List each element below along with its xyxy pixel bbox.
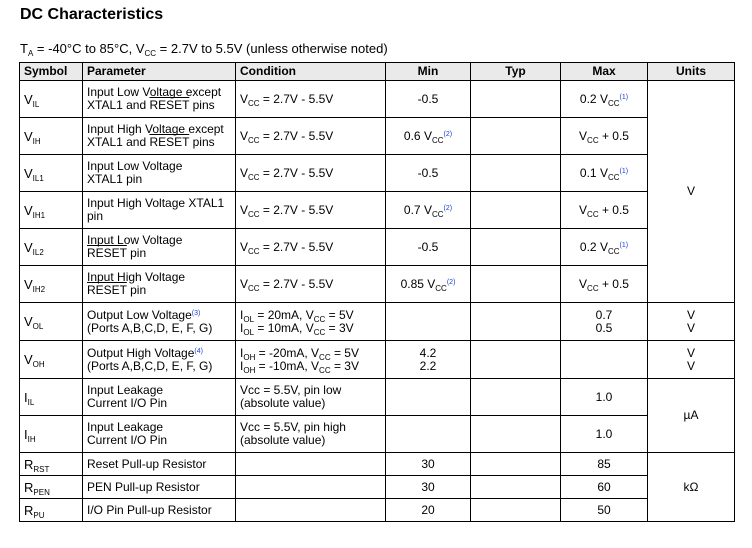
subscript: CC [248, 246, 260, 256]
cell-typ [471, 453, 561, 476]
cell-units: V [648, 81, 735, 303]
subscript: IL [32, 99, 40, 109]
cell-parameter [83, 266, 236, 303]
cell-line: 60 [597, 479, 611, 494]
note-ref: (1) [619, 93, 629, 101]
subscript: CC [248, 209, 260, 219]
table-row [20, 192, 735, 229]
table-row [20, 416, 735, 453]
header-condition: Condition [236, 63, 386, 81]
cell-line: 0.7 [595, 307, 613, 322]
cell-line: RESET pin [87, 246, 147, 260]
cell-line: 0.7 $V_{CC}^{(2)}$ [403, 202, 453, 219]
cell-symbol: $R_{PU}$ [20, 499, 83, 522]
table-row [20, 499, 735, 522]
cell-line: 0.1 $V_{CC}^{(1)}$ [579, 165, 629, 182]
cell-parameter [83, 341, 236, 379]
subscript: PEN [33, 487, 50, 497]
cell-line: Input Leakage [87, 420, 164, 434]
subscript: CC [248, 98, 260, 108]
cell-line: 0.85 $V_{CC}^{(2)}$ [400, 276, 456, 293]
cell-typ [471, 266, 561, 303]
cell-max [561, 341, 648, 379]
cell-max [561, 192, 648, 229]
cell-min [386, 379, 471, 416]
subscript: CC [431, 135, 444, 145]
cell-symbol: $V_{OL}$ [20, 303, 83, 341]
cell-line: $I_{OL} = 10mA$, $V_{CC} = 3V$ [240, 320, 354, 337]
cell-line: 0.5 [595, 320, 613, 335]
cell-condition [236, 341, 386, 379]
cell-line: RESET pin [87, 283, 147, 297]
subscript: OH [243, 365, 256, 375]
cell-typ [471, 229, 561, 266]
cell-min [386, 229, 471, 266]
subscript: CC [248, 283, 260, 293]
cell-typ [471, 379, 561, 416]
subscript: CC [607, 98, 620, 108]
cell-line: Input High Voltage XTAL1 [87, 196, 225, 210]
subscript: CC [319, 365, 331, 375]
cell-typ [471, 192, 561, 229]
table-row [20, 379, 735, 416]
cell-line: 20 [421, 502, 435, 517]
cell-line: Input High Voltage [87, 270, 186, 284]
subscript: CC [248, 172, 260, 182]
table-row [20, 229, 735, 266]
cell-line: (absolute value) [240, 433, 326, 447]
table-row [20, 266, 735, 303]
table-row [20, 118, 735, 155]
cell-parameter [83, 229, 236, 266]
subscript: CC [431, 209, 444, 219]
cell-parameter [83, 155, 236, 192]
table-row [20, 453, 735, 476]
cell-parameter [83, 303, 236, 341]
cell-line: 85 [597, 456, 611, 471]
cell-parameter [83, 192, 236, 229]
cell-line: 30 [421, 479, 435, 494]
cell-line: $I_{OH} = -20mA$, $V_{CC} = 5V$ [240, 345, 359, 362]
cell-symbol: $V_{IL2}$ [20, 229, 83, 266]
cell-line: (Ports A,B,C,D, E, F, G) [87, 358, 213, 373]
cell-min [386, 499, 471, 522]
cell-units [648, 341, 735, 379]
table-row [20, 476, 735, 499]
cell-max [561, 81, 648, 118]
cell-parameter [83, 118, 236, 155]
cell-condition [236, 453, 386, 476]
cell-min [386, 155, 471, 192]
cell-parameter [83, 416, 236, 453]
cell-min [386, 476, 471, 499]
cell-line: (Ports A,B,C,D, E, F, G) [87, 320, 213, 335]
cell-condition [236, 266, 386, 303]
cell-max [561, 118, 648, 155]
cell-parameter [83, 379, 236, 416]
cell-units: µA [648, 379, 735, 453]
cell-condition [236, 155, 386, 192]
cell-parameter [83, 453, 236, 476]
header-min: Min [386, 63, 471, 81]
cell-line: 0.2 $V_{CC}^{(1)}$ [579, 91, 629, 108]
cell-min [386, 81, 471, 118]
subscript: CC [313, 314, 326, 324]
cell-line: Input Leakage [87, 383, 164, 397]
cell-line: V [686, 345, 695, 360]
cell-line: $V_{CC} = 2.7V - 5.5V$ [240, 165, 334, 182]
cell-parameter [83, 81, 236, 118]
cell-line: $V_{CC} + 0.5$ [579, 128, 629, 145]
cell-line: 0.2 $V_{CC}^{(1)}$ [579, 239, 629, 256]
overline-text: RESET [87, 246, 127, 260]
cell-line: Output High Voltage$^{(4)}$ [87, 345, 203, 360]
cell-min [386, 416, 471, 453]
cell-line: V [686, 358, 695, 373]
cell-line: Current I/O Pin [87, 396, 168, 410]
cell-line: XTAL1 and RESET pins [87, 98, 215, 112]
header-parameter: Parameter [83, 63, 236, 81]
note-ref: (1) [619, 167, 629, 175]
cell-max [561, 379, 648, 416]
cell-line: $V_{CC} + 0.5$ [579, 202, 629, 219]
cell-max [561, 499, 648, 522]
cell-line: $V_{CC} = 2.7V - 5.5V$ [240, 128, 334, 145]
cell-line: Input Low Voltage except [87, 85, 222, 99]
cell-line: -0.5 [417, 165, 439, 180]
cell-line: $V_{CC} = 2.7V - 5.5V$ [240, 202, 334, 219]
cell-line: $V_{CC} = 2.7V - 5.5V$ [240, 276, 334, 293]
cell-max [561, 303, 648, 341]
table-header [20, 63, 735, 81]
note-ref: (2) [446, 278, 456, 286]
cell-line: 1.0 [595, 389, 613, 404]
table-row [20, 81, 735, 118]
overline-text: RESET [149, 98, 190, 112]
cell-line: 30 [421, 456, 435, 471]
overline-text: RESET [87, 283, 127, 297]
header-symbol: Symbol [20, 63, 83, 81]
header-typ: Typ [471, 63, 561, 81]
cell-line: 50 [597, 502, 611, 517]
cell-condition [236, 118, 386, 155]
subscript: IH1 [32, 210, 46, 220]
cell-line: Input Low Voltage [87, 233, 183, 247]
cell-symbol: $I_{IL}$ [20, 379, 83, 416]
note-ref: (4) [194, 347, 203, 355]
subscript: CC [248, 135, 260, 145]
cell-condition [236, 499, 386, 522]
table-row [20, 303, 735, 341]
note-ref: (3) [191, 309, 201, 317]
subscript: CC [587, 283, 599, 293]
cell-typ [471, 81, 561, 118]
test-conditions: $T_A = -40^\circ C$ to 85°C, $V_{CC} = 2.7V$ to 5.5V (unless otherwise noted) [20, 41, 388, 58]
cell-line: -0.5 [417, 239, 439, 254]
cell-max [561, 266, 648, 303]
cell-line: I/O Pin Pull-up Resistor [87, 502, 212, 517]
subscript: CC [435, 283, 447, 293]
subscript: CC [607, 172, 620, 182]
cell-line: V [686, 307, 695, 322]
cell-line: 4.2 [419, 345, 437, 360]
header-units: Units [648, 63, 735, 81]
cell-line: Input Low Voltage [87, 159, 183, 173]
cell-line: Vcc = 5.5V, pin high [240, 420, 346, 434]
cell-line: $V_{CC} + 0.5$ [579, 276, 629, 293]
header-row [20, 63, 735, 81]
subscript: PU [33, 510, 45, 520]
cell-line: PEN Pull-up Resistor [87, 479, 200, 494]
cell-max [561, 453, 648, 476]
cell-line: 0.6 $V_{CC}^{(2)}$ [403, 128, 453, 145]
cell-min [386, 266, 471, 303]
cell-line: $I_{OL} = 20mA$, $V_{CC} = 5V$ [240, 307, 354, 324]
cell-condition [236, 379, 386, 416]
dc-characteristics-table [19, 62, 735, 522]
cell-typ [471, 155, 561, 192]
subscript: CC [587, 135, 599, 145]
subscript: IL2 [32, 247, 44, 257]
cell-min [386, 118, 471, 155]
subscript: IH [32, 136, 41, 146]
table-row [20, 155, 735, 192]
cell-condition [236, 476, 386, 499]
cell-min [386, 341, 471, 379]
subscript: CC [313, 327, 326, 337]
cell-condition [236, 229, 386, 266]
cell-line: Reset Pull-up Resistor [87, 456, 207, 471]
cell-line: XTAL1 pin [87, 172, 143, 186]
cell-symbol: $V_{IL1}$ [20, 155, 83, 192]
cell-symbol: $R_{PEN}$ [20, 476, 83, 499]
cell-line: XTAL1 and RESET pins [87, 135, 215, 149]
subscript: IH [27, 434, 36, 444]
cell-line: pin [87, 209, 104, 223]
table-body [20, 81, 735, 522]
page-title: DC Characteristics [20, 6, 164, 23]
cell-line: -0.5 [417, 91, 439, 106]
cell-parameter [83, 476, 236, 499]
cell-condition [236, 416, 386, 453]
cell-line: 2.2 [419, 358, 437, 373]
cell-typ [471, 341, 561, 379]
cell-line: (absolute value) [240, 396, 326, 410]
cell-line: Output Low Voltage$^{(3)}$ [87, 307, 201, 322]
subscript: OL [243, 327, 255, 337]
note-ref: (1) [619, 241, 629, 249]
cell-line: Vcc = 5.5V, pin low [240, 383, 342, 397]
cell-typ [471, 118, 561, 155]
cell-typ [471, 416, 561, 453]
cell-symbol: $R_{RST}$ [20, 453, 83, 476]
cell-typ [471, 476, 561, 499]
subscript: OH [243, 352, 256, 362]
cell-line: V [686, 320, 695, 335]
cell-condition [236, 81, 386, 118]
subscript: IL [27, 397, 35, 407]
note-ref: (2) [443, 130, 453, 138]
cell-units [648, 303, 735, 341]
cell-parameter [83, 499, 236, 522]
overline-text: RESET [149, 135, 190, 149]
cell-symbol: $V_{IH2}$ [20, 266, 83, 303]
cell-symbol: $V_{OH}$ [20, 341, 83, 379]
note-ref: (2) [443, 204, 453, 212]
cell-min [386, 453, 471, 476]
cell-symbol: $V_{IL}$ [20, 81, 83, 118]
cell-line: $V_{CC} = 2.7V - 5.5V$ [240, 239, 334, 256]
subscript: OH [32, 360, 45, 369]
cell-condition [236, 192, 386, 229]
cell-symbol: $V_{IH}$ [20, 118, 83, 155]
cell-line: Current I/O Pin [87, 433, 168, 447]
subscript: CC [607, 246, 620, 256]
cell-line: $I_{OH} = -10mA$, $V_{CC} = 3V$ [240, 358, 359, 375]
cell-line: $V_{CC} = 2.7V - 5.5V$ [240, 91, 334, 108]
cell-max [561, 229, 648, 266]
cell-symbol: $V_{IH1}$ [20, 192, 83, 229]
cell-symbol: $I_{IH}$ [20, 416, 83, 453]
subscript: RST [33, 464, 50, 474]
subscript: CC [587, 209, 599, 219]
subscript: IL1 [32, 173, 44, 183]
cell-min [386, 192, 471, 229]
cell-max [561, 476, 648, 499]
cell-condition [236, 303, 386, 341]
cell-units: kΩ [648, 453, 735, 522]
subscript: OL [243, 314, 255, 324]
cell-typ [471, 499, 561, 522]
header-max: Max [561, 63, 648, 81]
cell-line: Input High Voltage except [87, 122, 224, 136]
cell-min [386, 303, 471, 341]
cell-max [561, 155, 648, 192]
subscript: IH2 [32, 284, 46, 294]
table-row [20, 341, 735, 379]
subscript: OL [32, 322, 44, 331]
cell-line: 1.0 [595, 426, 613, 441]
cell-typ [471, 303, 561, 341]
cell-max [561, 416, 648, 453]
subscript: CC [319, 352, 331, 362]
